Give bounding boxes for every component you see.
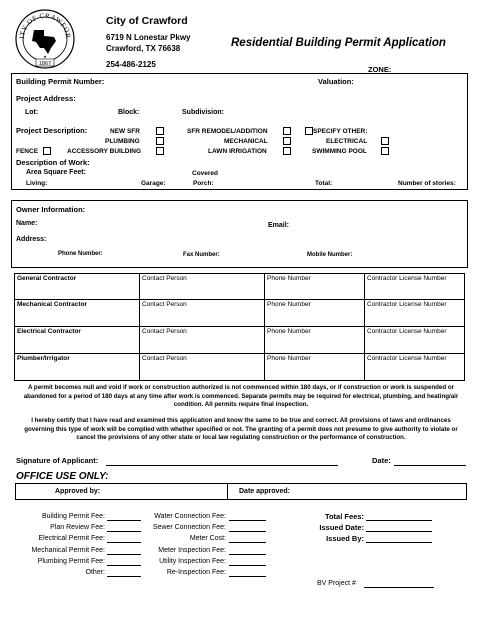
issued-by-line[interactable] bbox=[366, 542, 432, 543]
plumbing-label: PLUMBING bbox=[105, 138, 140, 145]
sewer-connection-fee-label: Sewer Connection Fee: bbox=[152, 524, 226, 531]
description-of-work-label: Description of Work: bbox=[16, 158, 90, 167]
city-phone: 254-486-2125 bbox=[106, 60, 156, 69]
covered-label: Covered bbox=[192, 170, 219, 177]
water-connection-fee-line[interactable] bbox=[229, 520, 266, 521]
meter-cost-label: Meter Cost: bbox=[189, 535, 226, 542]
signature-date-line[interactable] bbox=[394, 465, 466, 466]
mechanical-label: MECHANICAL bbox=[224, 138, 268, 145]
electrical-permit-fee-line[interactable] bbox=[107, 542, 141, 543]
license-number-mechanical[interactable]: Contractor License Number bbox=[364, 299, 465, 327]
license-number-plumber[interactable]: Contractor License Number bbox=[364, 353, 465, 381]
stories-label: Number of stories: bbox=[398, 180, 456, 187]
owner-address-label: Address: bbox=[16, 236, 47, 243]
owner-mobile-label: Mobile Number: bbox=[307, 252, 353, 258]
issued-by-label: Issued By: bbox=[326, 534, 364, 543]
fence-checkbox[interactable] bbox=[43, 147, 51, 155]
building-permit-fee-label: Building Permit Fee: bbox=[41, 513, 105, 520]
phone-number-electrical[interactable]: Phone Number bbox=[264, 326, 365, 354]
sewer-connection-fee-line[interactable] bbox=[229, 531, 266, 532]
bv-project-line[interactable] bbox=[364, 587, 434, 588]
phone-number-plumber[interactable]: Phone Number bbox=[264, 353, 365, 381]
approved-by-box bbox=[15, 483, 228, 500]
plumbing-permit-fee-line[interactable] bbox=[107, 565, 141, 566]
owner-name-label: Name: bbox=[16, 220, 38, 227]
garage-label: Garage: bbox=[141, 180, 166, 187]
contractor-type-general: General Contractor bbox=[14, 273, 140, 300]
accessory-building-label: ACCESSORY BUILDING bbox=[67, 148, 142, 155]
specify-other-label: SPECIFY OTHER: bbox=[313, 128, 368, 135]
signature-line[interactable] bbox=[106, 465, 338, 466]
meter-inspection-fee-line[interactable] bbox=[229, 554, 266, 555]
zone-label: ZONE: bbox=[368, 65, 392, 74]
address-line-1: 6719 N Lonestar Pkwy bbox=[106, 33, 191, 42]
meter-cost-line[interactable] bbox=[229, 542, 266, 543]
other-fee-label: Other: bbox=[85, 569, 105, 576]
plan-review-fee-line[interactable] bbox=[107, 531, 141, 532]
utility-inspection-fee-label: Utility Inspection Fee: bbox=[159, 558, 226, 565]
owner-email-label: Email: bbox=[268, 222, 290, 229]
bv-project-label: BV Project # bbox=[317, 580, 356, 587]
sfr-remodel-checkbox[interactable] bbox=[283, 127, 291, 135]
meter-inspection-fee-label: Meter Inspection Fee: bbox=[158, 547, 226, 554]
seal-star: ★ bbox=[43, 54, 47, 59]
project-address-label: Project Address: bbox=[16, 94, 76, 103]
swimming-pool-checkbox[interactable] bbox=[381, 147, 389, 155]
owner-information-label: Owner Information: bbox=[16, 205, 86, 214]
swimming-pool-label: SWIMMING POOL bbox=[312, 148, 367, 155]
electrical-checkbox[interactable] bbox=[381, 137, 389, 145]
porch-label: Porch: bbox=[193, 180, 214, 187]
seal-text: ITY OF CRAWFOR bbox=[17, 11, 73, 40]
block-label: Block: bbox=[118, 109, 140, 116]
contact-person-plumber[interactable]: Contact Person bbox=[139, 353, 265, 381]
other-fee-line[interactable] bbox=[107, 576, 141, 577]
accessory-building-checkbox[interactable] bbox=[156, 147, 164, 155]
re-inspection-fee-label: Re-Inspection Fee: bbox=[166, 569, 226, 576]
seal-year: 1867 bbox=[38, 61, 52, 67]
mechanical-permit-fee-line[interactable] bbox=[107, 554, 141, 555]
plan-review-fee-label: Plan Review Fee: bbox=[50, 524, 105, 531]
valuation-label: Valuation: bbox=[318, 77, 354, 86]
mechanical-checkbox[interactable] bbox=[283, 137, 291, 145]
permit-void-notice: A permit becomes null and void if work or construction authorized is not commenced within 180 days, or if construction or work is suspended or abandoned for a period of 180 days at any time after work is commenced. Separate permits may be required for electrical, plumbing, and heating/air condition. All permits require final inspection. bbox=[23, 384, 459, 409]
owner-fax-label: Fax Number: bbox=[183, 252, 220, 258]
lot-label: Lot: bbox=[25, 109, 39, 116]
license-number-electrical[interactable]: Contractor License Number bbox=[364, 326, 465, 354]
signature-date-label: Date: bbox=[372, 456, 391, 465]
city-seal bbox=[14, 8, 76, 70]
building-permit-fee-line[interactable] bbox=[107, 520, 141, 521]
plumbing-checkbox[interactable] bbox=[156, 137, 164, 145]
contact-person-general[interactable]: Contact Person bbox=[139, 273, 265, 300]
fence-label: FENCE bbox=[16, 148, 39, 155]
plumbing-permit-fee-label: Plumbing Permit Fee: bbox=[37, 558, 105, 565]
re-inspection-fee-line[interactable] bbox=[229, 576, 266, 577]
area-square-feet-label: Area Square Feet: bbox=[26, 169, 86, 176]
office-use-title: OFFICE USE ONLY: bbox=[16, 471, 109, 482]
electrical-label: ELECTRICAL bbox=[326, 138, 368, 145]
address-line-2: Crawford, TX 76638 bbox=[106, 44, 181, 53]
approved-by-label: Approved by: bbox=[55, 488, 101, 495]
subdivision-label: Subdivision: bbox=[182, 109, 224, 116]
contact-person-mechanical[interactable]: Contact Person bbox=[139, 299, 265, 327]
total-fees-label: Total Fees: bbox=[324, 512, 364, 521]
new-sfr-checkbox[interactable] bbox=[156, 127, 164, 135]
sfr-remodel-label: SFR REMODEL/ADDITION bbox=[187, 128, 268, 135]
date-approved-label: Date approved: bbox=[239, 488, 290, 495]
city-name: City of Crawford bbox=[106, 15, 188, 27]
total-fees-line[interactable] bbox=[366, 520, 432, 521]
new-sfr-label: NEW SFR bbox=[110, 128, 140, 135]
total-label: Total: bbox=[315, 180, 333, 187]
living-label: Living: bbox=[26, 180, 48, 187]
phone-number-mechanical[interactable]: Phone Number bbox=[264, 299, 365, 327]
owner-phone-label: Phone Number: bbox=[58, 251, 103, 257]
specify-other-checkbox[interactable] bbox=[305, 127, 313, 135]
form-title: Residential Building Permit Application bbox=[231, 37, 446, 49]
permit-number-label: Building Permit Number: bbox=[16, 77, 105, 86]
lawn-irrigation-checkbox[interactable] bbox=[283, 147, 291, 155]
contractor-type-electrical: Electrical Contractor bbox=[14, 326, 140, 354]
issued-date-label: Issued Date: bbox=[319, 523, 364, 532]
lawn-irrigation-label: LAWN IRRIGATION bbox=[208, 148, 267, 155]
utility-inspection-fee-line[interactable] bbox=[229, 565, 266, 566]
contact-person-electrical[interactable]: Contact Person bbox=[139, 326, 265, 354]
signature-label: Signature of Applicant: bbox=[16, 456, 99, 465]
electrical-permit-fee-label: Electrical Permit Fee: bbox=[38, 535, 105, 542]
contractor-type-plumber: Plumber/Irrigator bbox=[14, 353, 140, 381]
license-number-general[interactable]: Contractor License Number bbox=[364, 273, 465, 300]
phone-number-general[interactable]: Phone Number bbox=[264, 273, 365, 300]
project-description-label: Project Description: bbox=[16, 126, 88, 135]
water-connection-fee-label: Water Connection Fee: bbox=[154, 513, 226, 520]
certification-statement: I hereby certify that I have read and examined this application and know the same to be true and correct. All provisions of laws and ordinances governing this type of work will be complied with whether specified or not. The granting of a permit does not presume to give authority to violate or cancel the provisions of any other state or local law regulating construction or the performance of construction. bbox=[24, 417, 458, 442]
issued-date-line[interactable] bbox=[366, 531, 432, 532]
contractor-type-mechanical: Mechanical Contractor bbox=[14, 299, 140, 327]
mechanical-permit-fee-label: Mechanical Permit Fee: bbox=[31, 547, 105, 554]
